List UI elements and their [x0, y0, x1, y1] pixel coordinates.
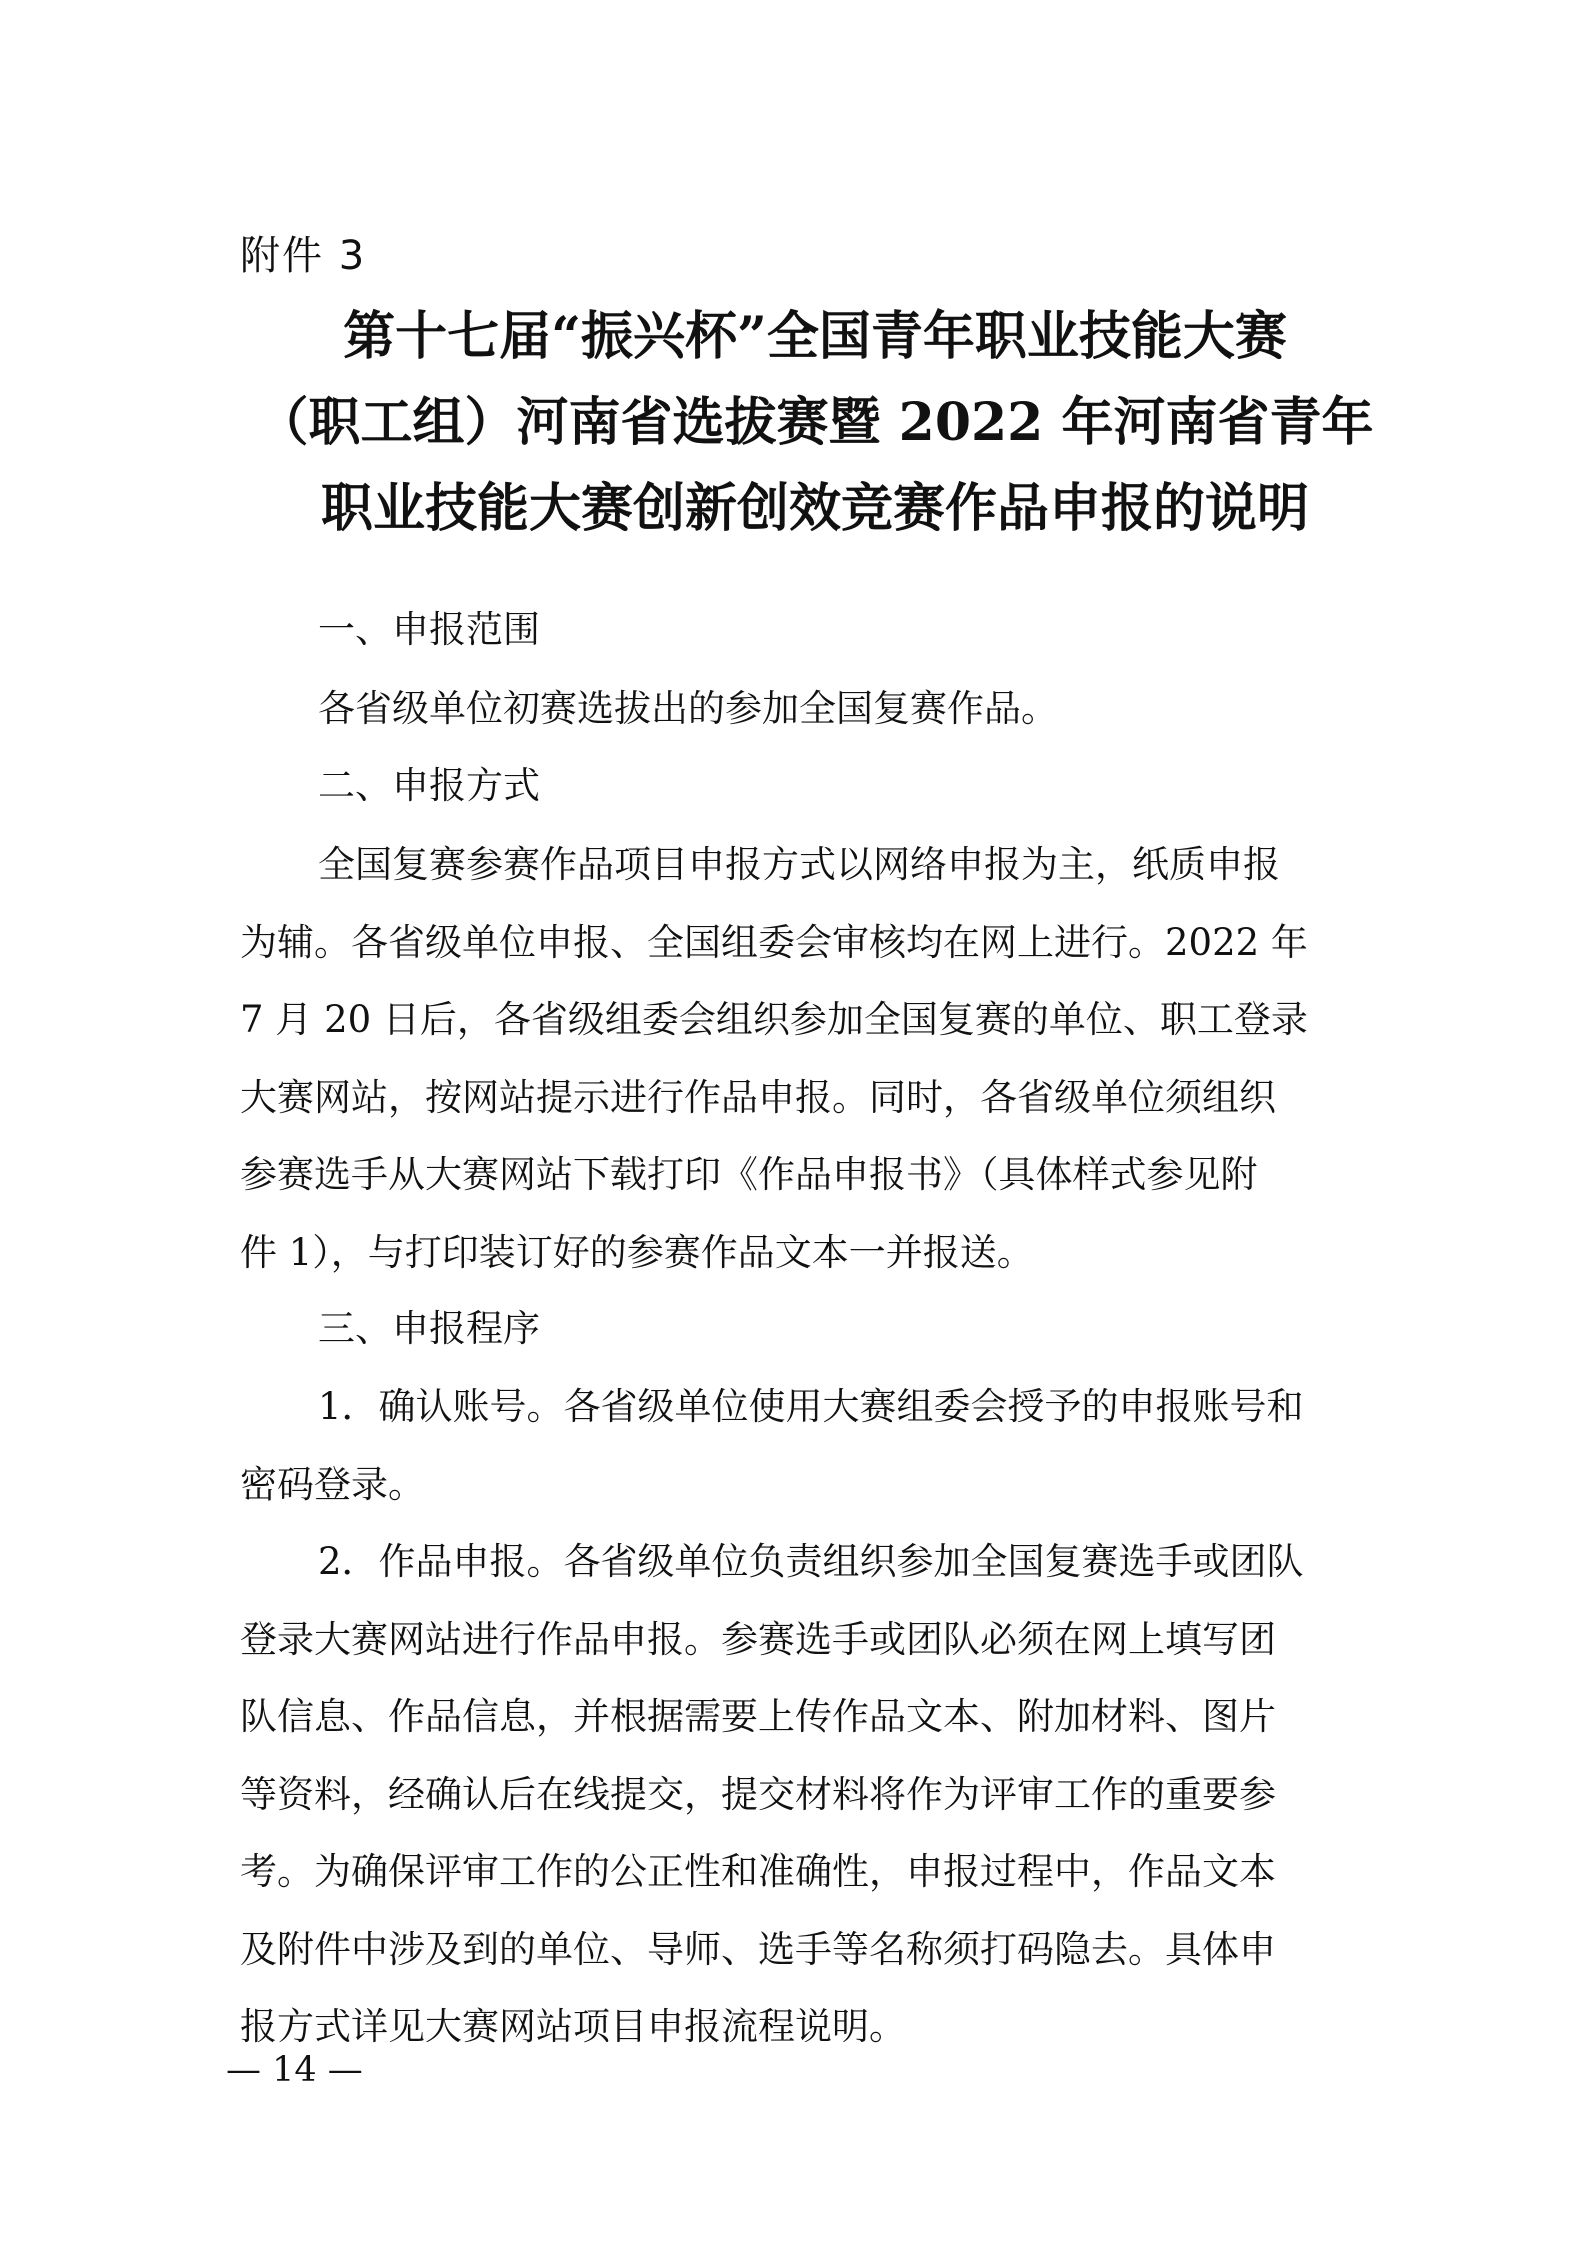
section-heading-scope: 一、申报范围 [318, 608, 540, 651]
paragraph-line: 全国复赛参赛作品项目申报方式以网络申报为主，纸质申报 [318, 843, 1280, 886]
procedure-step-2 [240, 1523, 1400, 2066]
paragraph-line: 登录大赛网站进行作品申报。参赛选手或团队必须在网上填写团 [240, 1617, 1276, 1661]
paragraph-line: 2．作品申报。各省级单位负责组织参加全国复赛选手或团队 [318, 1540, 1304, 1583]
title-line: 职业技能大赛创新创效竞赛作品申报的说明 [320, 478, 1309, 539]
paragraph-line: 件 1），与打印装订好的参赛作品文本一并报送。 [240, 1230, 1034, 1274]
section-method-paragraph [240, 826, 1400, 1291]
paragraph-line: 各省级单位初赛选拔出的参加全国复赛作品。 [318, 687, 1058, 730]
paragraph-line: 队信息、作品信息，并根据需要上传作品文本、附加材料、图片 [240, 1695, 1276, 1738]
paragraph-line: 及附件中涉及到的单位、导师、选手等名称须打码隐去。具体申 [240, 1927, 1276, 1971]
title-line: （职工组）河南省选拔赛暨 2022 年河南省青年 [256, 392, 1374, 453]
page-number: — 14 — [226, 2050, 363, 2090]
paragraph-line: 考。为确保评审工作的公正性和准确性，申报过程中，作品文本 [240, 1850, 1276, 1893]
paragraph-line: 报方式详见大赛网站项目申报流程说明。 [240, 2005, 906, 2048]
paragraph-line: 1．确认账号。各省级单位使用大赛组委会授予的申报账号和 [318, 1385, 1304, 1428]
paragraph-line: 7 月 20 日后，各省级组委会组织参加全国复赛的单位、职工登录 [240, 998, 1308, 1041]
section-heading-method: 二、申报方式 [318, 764, 540, 807]
paragraph-line: 密码登录。 [240, 1462, 425, 1506]
attachment-label: 附件 3 [240, 233, 367, 279]
paragraph-line: 为辅。各省级单位申报、全国组委会审核均在网上进行。2022 年 [240, 920, 1308, 964]
paragraph-line: 参赛选手从大赛网站下载打印《作品申报书》（具体样式参见附 [240, 1153, 1258, 1196]
paragraph-line: 等资料，经确认后在线提交，提交材料将作为评审工作的重要参 [240, 1772, 1276, 1816]
document-title [236, 294, 1394, 552]
procedure-step-1 [240, 1368, 1400, 1523]
paragraph-line: 大赛网站，按网站提示进行作品申报。同时，各省级单位须组织 [240, 1075, 1276, 1119]
title-line: 第十七届“振兴杯”全国青年职业技能大赛 [343, 306, 1287, 367]
section-scope-paragraph [240, 670, 1400, 748]
section-heading-procedure: 三、申报程序 [318, 1307, 540, 1350]
